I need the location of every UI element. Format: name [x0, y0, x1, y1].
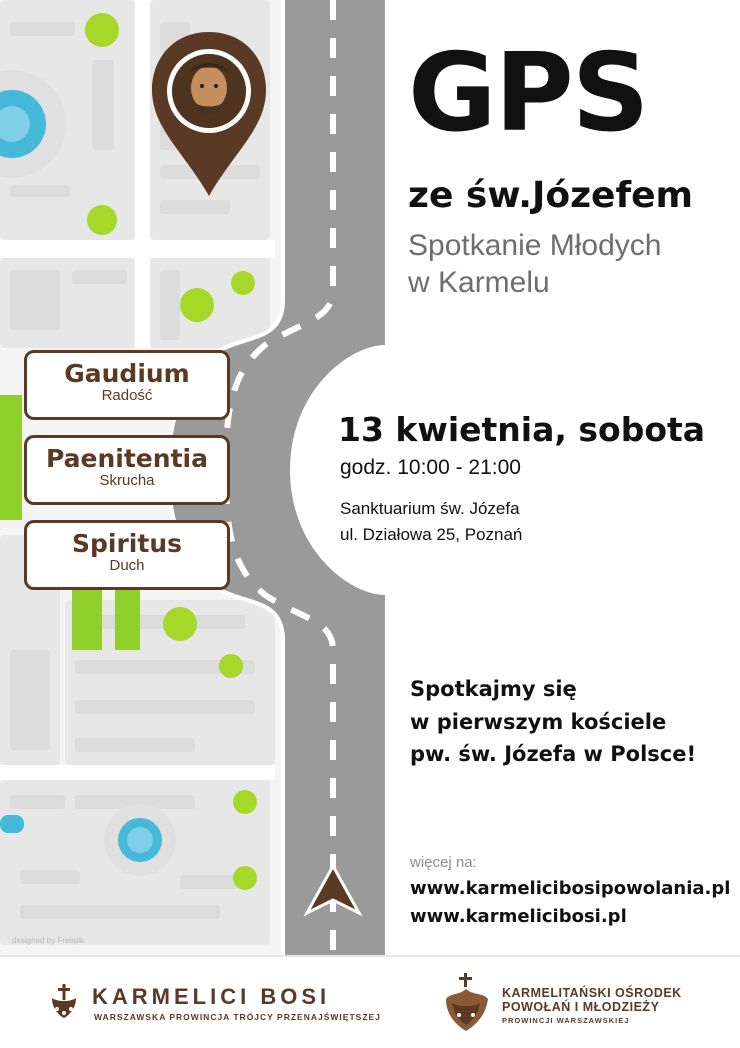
- footer-center-title: [502, 986, 682, 1015]
- event-hours: godz. 10:00 - 21:00: [340, 456, 521, 479]
- invite-line: pw. św. Józefa w Polsce!: [410, 742, 697, 767]
- badge-gaudium: [24, 350, 230, 420]
- tagline-line: Spotkanie Młodych: [408, 229, 662, 262]
- event-date: 13 kwietnia, sobota: [338, 410, 706, 449]
- invite-line: w pierwszym kościele: [410, 709, 667, 734]
- badge-spiritus: [24, 520, 230, 590]
- footer-center-line: POWOŁAŃ I MŁODZIEŻY: [502, 1000, 660, 1015]
- invitation-text: [410, 673, 696, 771]
- place-line: Sanktuarium św. Józefa: [340, 499, 520, 518]
- footer-brand-title: KARMELICI BOSI: [92, 984, 331, 1009]
- carmel-shield-icon: [440, 971, 492, 1033]
- website-link-vocations[interactable]: www.karmelicibosipowolania.pl: [410, 878, 731, 899]
- tagline: [408, 228, 661, 301]
- carmel-cross-icon: [48, 982, 80, 1020]
- badge-paenitentia: [24, 435, 230, 505]
- badge-polish: Duch: [109, 556, 145, 574]
- more-info-label: więcej na:: [410, 854, 477, 871]
- footer: [0, 955, 740, 1048]
- website-link-carmelites[interactable]: www.karmelicibosi.pl: [410, 906, 627, 927]
- footer-brand-subtitle: WARSZAWSKA PROWINCJA TRÓJCY PRZENAJŚWIĘTSZEJ: [94, 1012, 381, 1022]
- place-line: ul. Działowa 25, Poznań: [340, 525, 523, 545]
- poster-title: GPS: [408, 31, 648, 156]
- footer-center-line: KARMELITAŃSKI OŚRODEK: [502, 986, 682, 1000]
- badge-latin: Spiritus: [72, 529, 182, 558]
- portrait-icon: [172, 54, 246, 128]
- footer-center-subtitle: PROWINCJI WARSZAWSKIEJ: [502, 1016, 630, 1025]
- badge-polish: Skrucha: [99, 471, 155, 489]
- poster-subtitle: ze św.Józefem: [408, 175, 694, 216]
- badge-latin: Gaudium: [64, 359, 190, 388]
- badge-polish: Radość: [101, 386, 153, 404]
- tagline-line: w Karmelu: [408, 265, 550, 299]
- designer-credit: designed by Freepik: [12, 936, 85, 945]
- invite-line: Spotkajmy się: [410, 677, 577, 701]
- event-place: [340, 496, 522, 549]
- badge-latin: Paenitentia: [46, 444, 208, 473]
